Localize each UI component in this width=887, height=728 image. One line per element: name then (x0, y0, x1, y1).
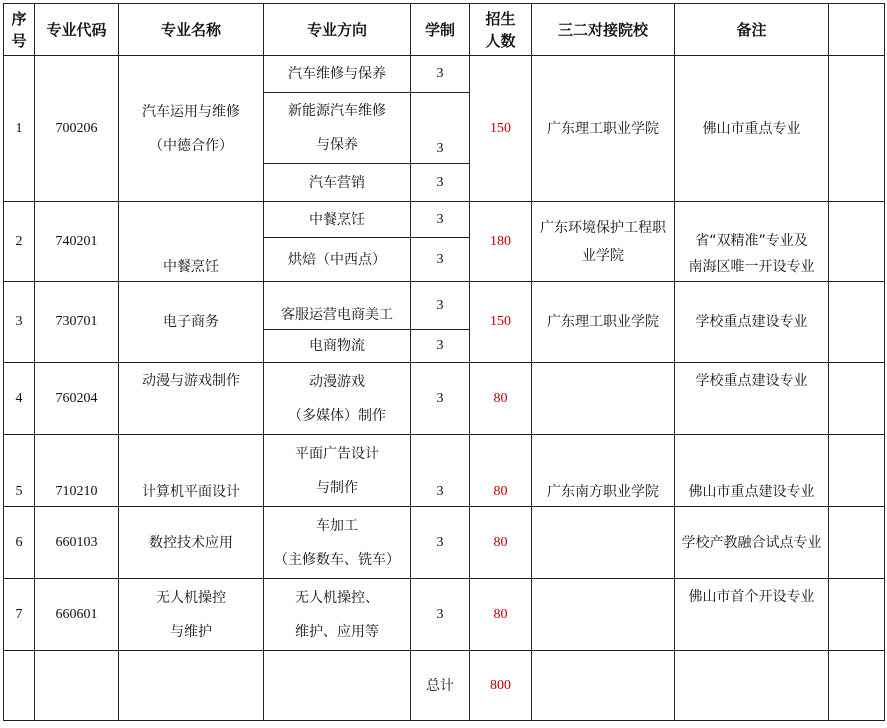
row-direction: 无人机操控、 维护、应用等 (264, 579, 411, 651)
total-value: 800 (470, 651, 532, 721)
table-row (4, 202, 885, 238)
row-years: 3 (411, 164, 470, 202)
header-code: 专业代码 (35, 4, 119, 56)
row-code: 660103 (35, 507, 119, 579)
row-name: 无人机操控 与维护 (119, 579, 264, 651)
row-enroll: 150 (470, 56, 532, 202)
row-blank (829, 282, 885, 363)
table-row (4, 507, 885, 579)
row-college: 广东理工职业学院 (532, 282, 675, 363)
row-years: 3 (411, 435, 470, 507)
row-years: 3 (411, 330, 470, 363)
row-name: 汽车运用与维修 （中德合作） (119, 56, 264, 202)
row-blank (829, 507, 885, 579)
table-row (4, 56, 885, 93)
total-blank (264, 651, 411, 721)
total-blank (675, 651, 829, 721)
row-enroll: 180 (470, 202, 532, 282)
row-blank (829, 363, 885, 435)
row-remark: 省“双精准”专业及 南海区唯一开设专业 (675, 202, 829, 282)
row-blank (829, 202, 885, 282)
row-code: 760204 (35, 363, 119, 435)
row-remark: 佛山市首个开设专业 (675, 579, 829, 651)
total-blank (532, 651, 675, 721)
row-name: 中餐烹饪 (119, 202, 264, 282)
table-row (4, 579, 885, 651)
row-direction: 汽车维修与保养 (264, 56, 411, 93)
row-remark: 学校产教融合试点专业 (675, 507, 829, 579)
row-direction: 汽车营销 (264, 164, 411, 202)
row-blank (829, 56, 885, 202)
row-enroll: 150 (470, 282, 532, 363)
row-remark: 学校重点建设专业 (675, 363, 829, 435)
row-direction: 新能源汽车维修 与保养 (264, 93, 411, 164)
row-direction: 车加工 （主修数车、铣车） (264, 507, 411, 579)
header-row (4, 4, 885, 56)
row-years: 3 (411, 93, 470, 164)
table-row (4, 435, 885, 507)
row-seq: 7 (4, 579, 35, 651)
row-enroll: 80 (470, 507, 532, 579)
header-name: 专业名称 (119, 4, 264, 56)
total-label: 总计 (411, 651, 470, 721)
row-code: 700206 (35, 56, 119, 202)
row-code: 730701 (35, 282, 119, 363)
row-name: 动漫与游戏制作 (119, 363, 264, 435)
total-blank (119, 651, 264, 721)
header-seq: 序 号 (4, 4, 35, 56)
row-enroll: 80 (470, 363, 532, 435)
row-years: 3 (411, 363, 470, 435)
row-college: 广东理工职业学院 (532, 56, 675, 202)
row-college (532, 363, 675, 435)
row-seq: 4 (4, 363, 35, 435)
row-code: 740201 (35, 202, 119, 282)
row-years: 3 (411, 282, 470, 330)
row-enroll: 80 (470, 579, 532, 651)
row-college: 广东南方职业学院 (532, 435, 675, 507)
row-blank (829, 435, 885, 507)
row-years: 3 (411, 579, 470, 651)
row-college: 广东环境保护工程职 业学院 (532, 202, 675, 282)
row-remark: 佛山市重点专业 (675, 56, 829, 202)
total-row (4, 651, 885, 721)
header-college: 三二对接院校 (532, 4, 675, 56)
header-direction: 专业方向 (264, 4, 411, 56)
row-years: 3 (411, 507, 470, 579)
row-name: 数控技术应用 (119, 507, 264, 579)
row-seq: 3 (4, 282, 35, 363)
row-seq: 6 (4, 507, 35, 579)
row-seq: 2 (4, 202, 35, 282)
row-code: 710210 (35, 435, 119, 507)
row-direction: 客服运营电商美工 (264, 282, 411, 330)
row-years: 3 (411, 56, 470, 93)
row-seq: 5 (4, 435, 35, 507)
table-row (4, 363, 885, 435)
row-direction: 平面广告设计 与制作 (264, 435, 411, 507)
header-blank (829, 4, 885, 56)
row-college (532, 507, 675, 579)
row-remark: 学校重点建设专业 (675, 282, 829, 363)
row-direction: 动漫游戏 （多媒体）制作 (264, 363, 411, 435)
total-blank (35, 651, 119, 721)
row-enroll: 80 (470, 435, 532, 507)
admissions-table (3, 3, 885, 721)
row-seq: 1 (4, 56, 35, 202)
row-years: 3 (411, 238, 470, 282)
header-years: 学制 (411, 4, 470, 56)
row-name: 电子商务 (119, 282, 264, 363)
row-direction: 中餐烹饪 (264, 202, 411, 238)
row-code: 660601 (35, 579, 119, 651)
total-blank (4, 651, 35, 721)
row-direction: 烘焙（中西点） (264, 238, 411, 282)
row-name: 计算机平面设计 (119, 435, 264, 507)
header-enroll: 招生 人数 (470, 4, 532, 56)
row-blank (829, 579, 885, 651)
header-remark: 备注 (675, 4, 829, 56)
row-college (532, 579, 675, 651)
row-remark: 佛山市重点建设专业 (675, 435, 829, 507)
table-row (4, 282, 885, 330)
total-blank (829, 651, 885, 721)
row-direction: 电商物流 (264, 330, 411, 363)
row-years: 3 (411, 202, 470, 238)
